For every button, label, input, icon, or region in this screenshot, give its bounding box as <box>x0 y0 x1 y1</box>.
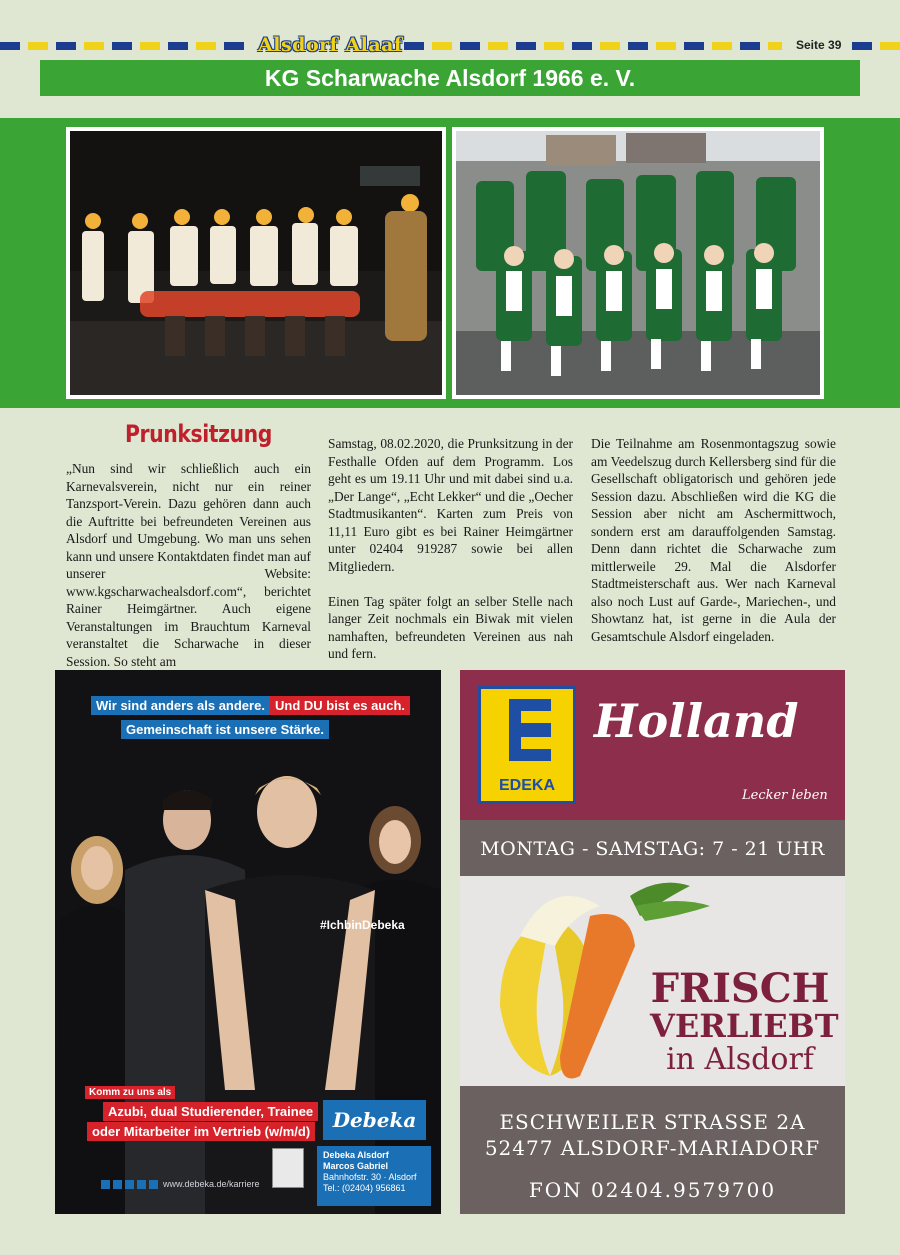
office-phone: Tel.: (02404) 956861 <box>323 1183 406 1193</box>
frisch-line-3: in Alsdorf <box>666 1041 814 1077</box>
frisch-verliebt-headline <box>650 965 839 1077</box>
edeka-image-area <box>460 876 845 1086</box>
office-address: Bahnhofstr. 30 · Alsdorf <box>323 1172 417 1182</box>
slogan-tag: Und DU bist es auch. <box>270 696 410 715</box>
slogan-tag: Gemeinschaft ist unsere Stärke. <box>121 720 329 739</box>
xing-icon[interactable] <box>149 1180 158 1189</box>
edeka-slogan: Lecker leben <box>742 788 828 803</box>
article-paragraph: Samstag, 08.02.2020, die Prunksitzung in der Festhalle Ofden auf dem Programm. Los geht es um 19.11 Uhr und mit dabei sind u.a. „Der Lange“, „Echt Lekker“ und die „Oecher Stadtmusikanten“. Karten zum Preis von 11,11 Euro gibt es bei Rainer Heimgärtner unter 02404 919287 sowie bei allen Mitgliedern. <box>328 436 573 574</box>
debeka-ad[interactable] <box>55 670 441 1214</box>
office-name: Debeka Alsdorf <box>323 1150 389 1160</box>
offer-intro: Komm zu uns als <box>85 1086 175 1099</box>
debeka-logo: Debeka <box>323 1100 426 1140</box>
facebook-icon[interactable] <box>101 1180 110 1189</box>
offer-line-1: Azubi, dual Studierender, Trainee <box>103 1102 318 1121</box>
edeka-header <box>460 670 845 820</box>
header-stripe-right <box>404 42 782 50</box>
holland-logo: Holland <box>594 694 799 748</box>
alsdorf-alaaf-logo: Alsdorf Alaaf <box>258 34 403 56</box>
photo-garde-group <box>452 127 824 399</box>
article-column-1 <box>66 460 311 670</box>
header-stripe-left <box>0 42 252 50</box>
edeka-ad[interactable] <box>460 670 845 1214</box>
page-number: Seite 39 <box>796 38 842 52</box>
store-street: ESCHWEILER STRASSE 2A <box>499 1110 806 1134</box>
frisch-line-2: VERLIEBT <box>650 1007 839 1045</box>
twitter-icon[interactable] <box>125 1180 134 1189</box>
edeka-logo <box>478 686 576 804</box>
career-website-link[interactable]: www.debeka.de/karriere <box>163 1179 260 1189</box>
debeka-contact-box <box>317 1146 431 1206</box>
slogan-tag: Wir sind anders als andere. <box>91 696 270 715</box>
page-title: KG Scharwache Alsdorf 1966 e. V. <box>40 60 860 96</box>
hashtag-text: #IchbinDebeka <box>320 918 405 932</box>
article-paragraph: Einen Tag später folgt an selber Stelle nach langer Zeit nochmals ein Biwak mit vielen namhaften, befreundeten Vereinen aus nah und fern. <box>328 593 573 661</box>
store-phone: FON 02404.9579700 <box>528 1178 777 1202</box>
youtube-icon[interactable] <box>137 1180 146 1189</box>
edeka-wordmark: EDEKA <box>498 777 555 794</box>
opening-hours: MONTAG - SAMSTAG: 7 - 21 UHR <box>480 838 825 860</box>
frisch-line-1: FRISCH <box>650 965 830 1012</box>
social-icons <box>101 1180 158 1189</box>
award-seal-icon <box>272 1148 304 1188</box>
article-column-3 <box>591 435 836 645</box>
article-paragraph: Die Teilnahme am Rosenmontagszug sowie am Veedelszug durch Kellersberg sind für die Gesellschaft obligatorisch und gehören jede Session dazu. Abschließen wird die KG die Session aber nicht am Aschermittwoch, sondern erst am darauffolgenden Samstag. Denn dann richtet die Scharwache zum mittlerweile 29. Mal die Alsdorfer Stadtmeisterschaft aus. Wer nach Karneval also noch Lust auf Garde-, Mariechen-, und Showtanz hat, ist gerne in die Aula der Gesamtschule Alsdorf eingeladen. <box>591 436 836 644</box>
photo-night-performance <box>66 127 446 399</box>
offer-line-2: oder Mitarbeiter im Vertrieb (w/m/d) <box>87 1122 315 1141</box>
article-column-2 <box>328 435 573 663</box>
instagram-icon[interactable] <box>113 1180 122 1189</box>
article-headline: Prunksitzung <box>125 420 272 448</box>
article-paragraph: „Nun sind wir schließlich auch ein Karnevalsverein, nicht nur ein reiner Tanzsport-Verein. Dazu gehören dann auch die Auftritte bei befreundeten Vereinen aus Alsdorf und Umgebung. Wo man uns sehen kann und unsere Kontaktdaten findet man auf unserer Website: www.kgscharwachealsdorf.com“, berichtet Rainer Heimgärtner. Auch eigene Veranstaltungen im Brauchtum Karneval veranstaltet die Scharwache in dieser Session. So steht am <box>66 461 311 669</box>
contact-name: Marcos Gabriel <box>323 1161 389 1171</box>
photo-band <box>0 118 900 408</box>
edeka-e-icon <box>509 699 551 761</box>
store-city: 52477 ALSDORF-MARIADORF <box>484 1136 821 1160</box>
header-stripe-far <box>852 42 900 50</box>
